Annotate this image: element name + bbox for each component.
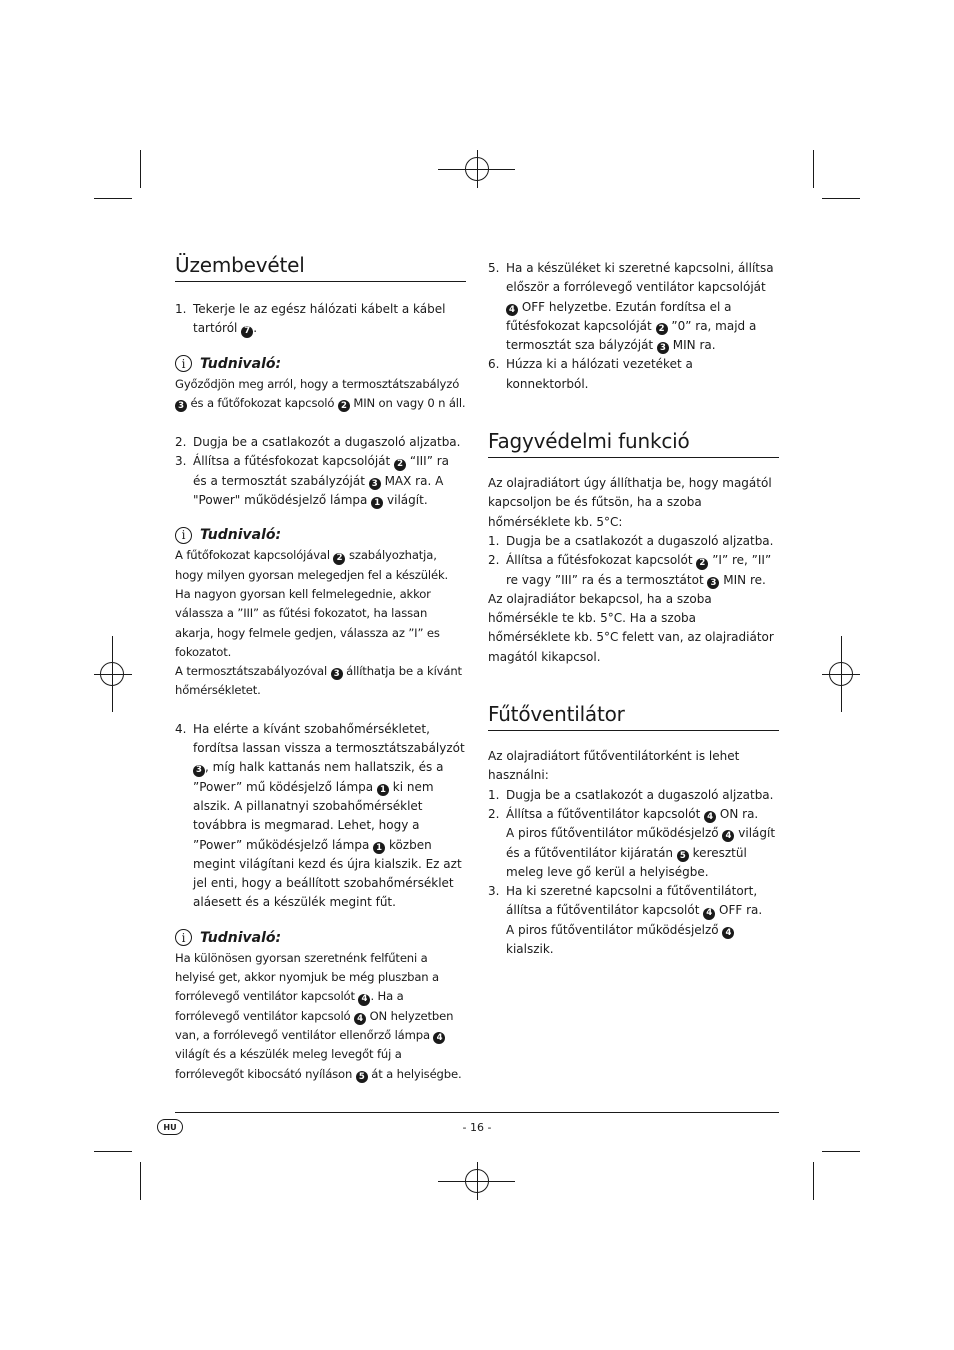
note-text: Győződjön meg arról, hogy a termosztátszabályzó 3 és a fűtőfokozat kapcsoló 2 MIN on vagy 0 n áll.: [175, 376, 466, 411]
info-icon: i: [175, 355, 192, 372]
frost-outro: Az olajradiátor bekapcsol, ha a szoba hőmérsékle te kb. 5°C. Ha a szoba hőmérséklete kb. 5°C felett van, az olajradiátor magától kikapcsol.: [488, 591, 774, 664]
steps-list-c: [175, 720, 466, 913]
note-heading: i Tudnivaló:: [175, 524, 466, 546]
crop-mark: [94, 1151, 132, 1152]
reference-number-icon: 7: [241, 326, 253, 338]
reference-number-icon: 4: [722, 927, 734, 939]
note-heading: i Tudnivaló:: [175, 353, 466, 375]
list-item: 5. Ha a készüléket ki szeretné kapcsolni, állítsa először a forrólevegő ventilátor kapcsolóját 4 OFF helyzetbe. Ezután fordítsa el a fűtésfokozat kapcsolóját 2 ”0” ra, majd a termosztát sza bályzóját 3 MIN ra.: [488, 261, 774, 354]
list-item: 3. Állítsa a fűtésfokozat kapcsolóját 2 “III” ra és a termosztát szabályzóját 3 MAX ra. A "Power" működésjelző lámpa 1 világít.: [175, 454, 450, 509]
fan-steps-list: [488, 786, 779, 960]
reference-number-icon: 4: [722, 830, 734, 842]
reference-number-icon: 4: [433, 1032, 445, 1044]
reference-number-icon: 3: [331, 668, 343, 680]
reference-number-icon: 1: [377, 784, 389, 796]
crop-mark: [813, 150, 814, 188]
reference-number-icon: 3: [657, 342, 669, 354]
fan-intro: Az olajradiátort fűtőventilátorként is lehet használni:: [488, 749, 740, 783]
list-item: 1. Dugja be a csatlakozót a dugaszoló aljzatba.: [488, 787, 774, 802]
left-column: [175, 252, 466, 1084]
crop-mark: [813, 1162, 814, 1200]
reference-number-icon: 4: [358, 994, 370, 1006]
list-item: 1. Dugja be a csatlakozót a dugaszoló aljzatba.: [488, 533, 774, 548]
reference-number-icon: 4: [704, 811, 716, 823]
reference-number-icon: 3: [193, 765, 205, 777]
reference-number-icon: 1: [373, 842, 385, 854]
crop-mark: [140, 1162, 141, 1200]
section-title-fagyvedelmi-funkcio: Fagyvédelmi funkció: [488, 428, 779, 458]
page-number: - 16 -: [462, 1121, 492, 1134]
reference-number-icon: 3: [369, 478, 381, 490]
list-item: 2. Állítsa a fűtésfokozat kapcsolót 2 ”I” re, ”II” re vagy ”III” ra és a termosztátot 3 MIN re.: [488, 553, 772, 588]
steps-list-a: [175, 300, 466, 339]
reference-number-icon: 5: [677, 850, 689, 862]
section-title-futoventilator: Fűtőventilátor: [488, 701, 779, 731]
reference-number-icon: 2: [338, 400, 350, 412]
crop-mark: [140, 150, 141, 188]
reference-number-icon: 1: [371, 497, 383, 509]
list-item: 6. Húzza ki a hálózati vezetéket a konnektorból.: [488, 357, 693, 391]
list-item: 1. Tekerje le az egész hálózati kábelt a kábel tartóról 7 .: [175, 302, 446, 337]
language-badge: HU: [157, 1119, 183, 1135]
crop-mark: [822, 198, 860, 199]
right-column: [488, 259, 779, 959]
crop-mark: [822, 1151, 860, 1152]
reference-number-icon: 3: [707, 577, 719, 589]
reference-number-icon: 4: [703, 908, 715, 920]
reference-number-icon: 5: [356, 1071, 368, 1083]
reference-number-icon: 2: [394, 459, 406, 471]
info-icon: i: [175, 929, 192, 946]
info-icon: i: [175, 527, 192, 544]
reference-number-icon: 3: [175, 400, 187, 412]
list-item: 2. Dugja be a csatlakozót a dugaszoló aljzatba.: [175, 435, 461, 450]
reference-number-icon: 2: [333, 553, 345, 565]
steps-list-b: [175, 433, 466, 510]
footer-divider: [175, 1112, 779, 1113]
list-item: 4. Ha elérte a kívánt szobahőmérsékletet, fordítsa lassan vissza a termosztátszabályzót 3 , míg halk kattanás nem hallatszik, és a ”Power” mű ködésjelző lámpa 1 ki nem alszik. A pillanatnyi szobahőmérséklet továbbra is megmarad. Lehet, hogy a ”Power” működésjelző lámpa 1 közben megint világítani kezd és újra kialszik. Ez azt jel enti, hogy a beállított szobahőmérséklet aláesett és a készülék megint fűt.: [175, 721, 465, 910]
list-item: 3. Ha ki szeretné kapcsolni a fűtőventilátort, állítsa a fűtőventilátor kapcsolót 4 OFF ra. A piros fűtőventilátor működésjelző 4 kialszik.: [488, 884, 763, 957]
reference-number-icon: 2: [696, 558, 708, 570]
section-title-uzembevetel: Üzembevétel: [175, 252, 466, 282]
frost-steps-list: [488, 532, 779, 590]
list-item: 2. Állítsa a fűtőventilátor kapcsolót 4 ON ra. A piros fűtőventilátor működésjelző 4 világít és a fűtőventilátor kijáratán 5 keresztül meleg leve gő kerül a helyiségbe.: [488, 806, 776, 879]
steps-list-d: [488, 259, 779, 394]
reference-number-icon: 4: [506, 304, 518, 316]
note-text: A fűtőfokozat kapcsolójával 2 szabályozhatja, hogy milyen gyorsan melegedjen fel a készülék. Ha nagyon gyorsan kell felmelegednie, akkor válassza a ”III” as fűtési fokozatot, ha lassan akarja, hogy felmele gedjen, válassza az ”I” es fokozatot. A termosztátszabályozóval 3 állíthatja be a kívánt hőmérsékletet.: [175, 548, 462, 698]
note-text: Ha különösen gyorsan szeretnénk felfűteni a helyisé get, akkor nyomjuk be még pluszban a forrólevegő ventilátor kapcsolót 4 . Ha a forrólevegő ventilátor kapcsoló 4 ON helyzetben van, a forrólevegő ventilátor ellenőrző lámpa 4 világít és a készülék meleg levegőt fúj a forrólevegőt kibocsátó nyíláson 5 át a helyiségbe.: [175, 950, 462, 1082]
reference-number-icon: 4: [354, 1013, 366, 1025]
frost-intro: Az olajradiátort úgy állíthatja be, hogy magától kapcsoljon be és fűtsön, ha a szoba hőmérséklete kb. 5°C:: [488, 476, 772, 529]
crop-mark: [94, 198, 132, 199]
note-heading: i Tudnivaló:: [175, 927, 466, 949]
reference-number-icon: 2: [656, 323, 668, 335]
